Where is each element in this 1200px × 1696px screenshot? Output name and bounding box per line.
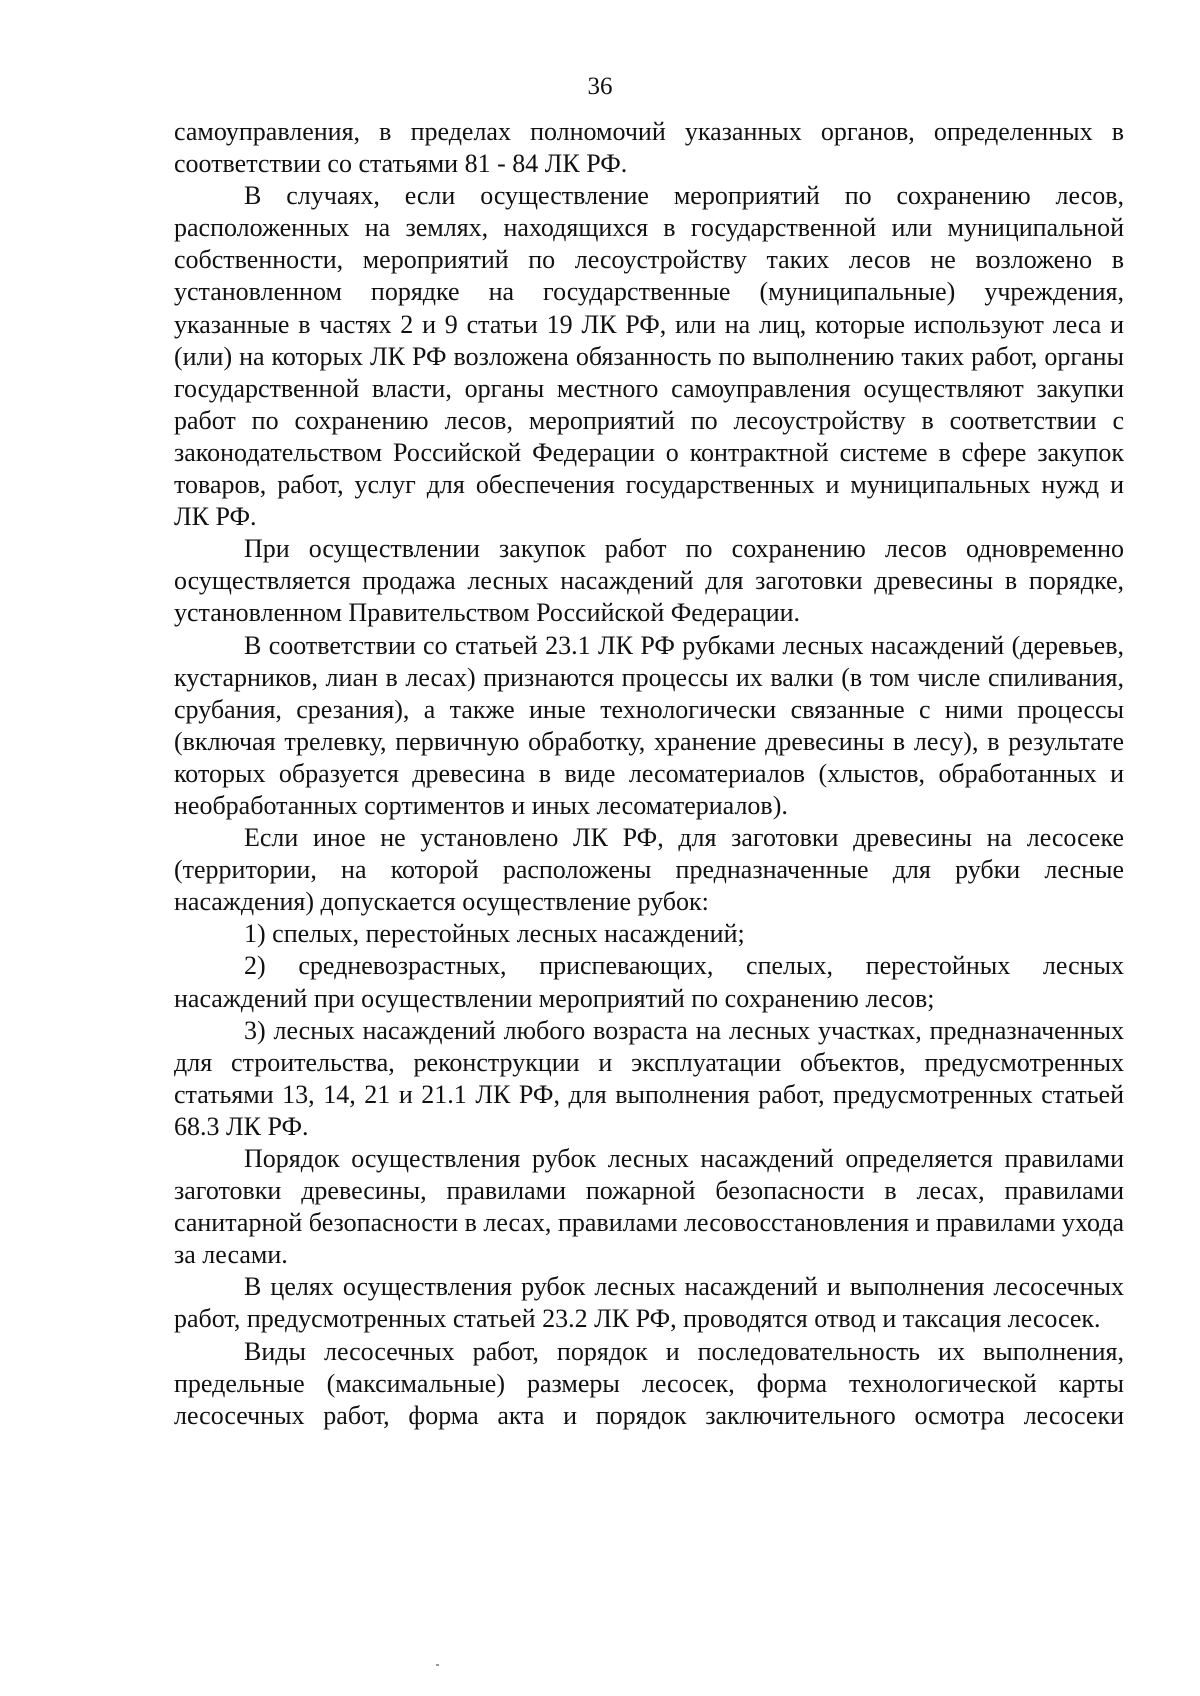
- paragraph-permitted-fellings: Если иное не установлено ЛК РФ, для заготовки древесины на лесосеке (территории, на которой расположены предназначенные для рубки лесные насаждения) допускается осуществление рубок:: [174, 823, 1124, 917]
- paragraph-forest-conservation-procurement: В случаях, если осуществление мероприятий по сохранению лесов, расположенных на землях, находящихся в государственной или муниципальной собственности, мероприятий по лесоустройству таких лесов не возложено в установленном порядке на государственные (муниципальные) учреждения, указанные в частях 2 и 9 статьи 19 ЛК РФ, или на лиц, которые используют леса и (или) на которых ЛК РФ возложена обязанность по выполнению таких работ, органы государственной власти, органы местного самоуправления осуществляют закупки работ по сохранению лесов, мероприятий по лесоустройству в соответствии с законодательством Российской Федерации о контрактной системе в сфере закупок товаров, работ, услуг для обеспечения государственных и муниципальных нужд и ЛК РФ.: [174, 181, 1124, 532]
- paragraph-felling-definition: В соответствии со статьей 23.1 ЛК РФ рубками лесных насаждений (деревьев, кустарников, лиан в лесах) признаются процессы их валки (в том числе спиливания, срубания, срезания), а также иные технологически связанные с ними процессы (включая трелевку, первичную обработку, хранение древесины в лесу), в результате которых образуется древесина в виде лесоматериалов (хлыстов, обработанных и необработанных сортиментов и иных лесоматериалов).: [174, 630, 1124, 820]
- paragraph-felling-rules: Порядок осуществления рубок лесных насаждений определяется правилами заготовки древесины, правилами пожарной безопасности в лесах, правилами санитарной безопасности в лесах, правилами лесовосстановления и правилами ухода за лесами.: [174, 1144, 1124, 1270]
- list-item-3: 3) лесных насаждений любого возраста на лесных участках, предназначенных для строительства, реконструкции и эксплуатации объектов, предусмотренных статьями 13, 14, 21 и 21.1 ЛК РФ, для выполнения работ, предусмотренных статьей 68.3 ЛК РФ.: [174, 1015, 1124, 1141]
- paragraph-logging-works: Виды лесосечных работ, порядок и последовательность их выполнения, предельные (максимальные) размеры лесосек, форма технологической карты лесосечных работ, форма акта и порядок заключительного осмотра лесосеки: [174, 1336, 1124, 1430]
- document-body: [174, 116, 1124, 1432]
- list-item-1: 1) спелых, перестойных лесных насаждений;: [244, 919, 745, 949]
- list-item-2: 2) средневозрастных, приспевающих, спелых, перестойных лесных насаждений при осуществлении мероприятий по сохранению лесов;: [174, 951, 1124, 1013]
- paragraph-timber-sale: При осуществлении закупок работ по сохранению лесов одновременно осуществляется продажа лесных насаждений для заготовки древесины в порядке, установленном Правительством Российской Федерации.: [174, 534, 1124, 628]
- page-number: 36: [587, 73, 613, 100]
- paragraph-allocation-taxation: В целях осуществления рубок лесных насаждений и выполнения лесосечных работ, предусмотренных статьей 23.2 ЛК РФ, проводятся отвод и таксация лесосек.: [174, 1272, 1124, 1334]
- paragraph-continuation: самоуправления, в пределах полномочий указанных органов, определенных в соответствии со статьями 81 - 84 ЛК РФ.: [174, 117, 1124, 179]
- scan-speck: [436, 1664, 439, 1666]
